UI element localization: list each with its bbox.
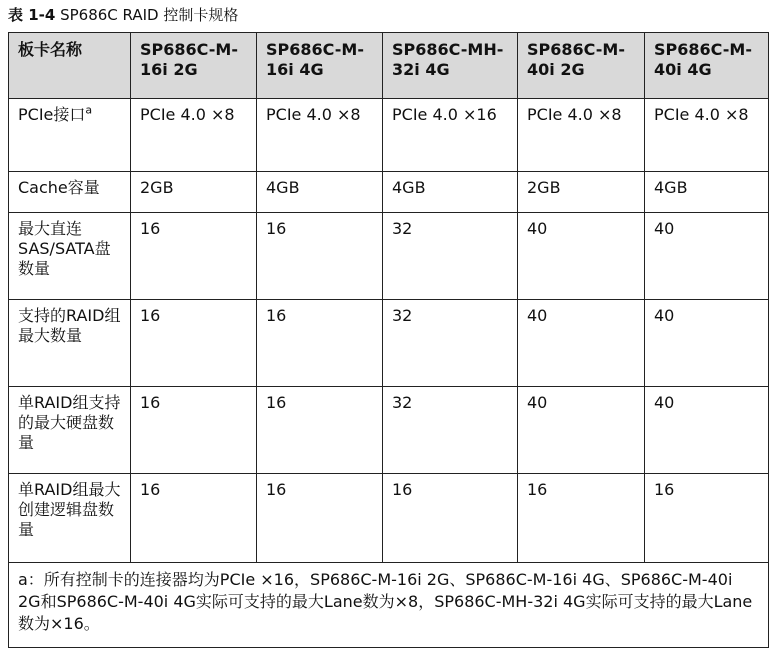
header-cell-m16i-2g: SP686C-M-16i 2G — [131, 33, 257, 99]
table-row-pcie-interface — [9, 99, 769, 172]
table-cell: PCIe 4.0 ×16 — [383, 99, 518, 172]
table-cell: 2GB — [518, 172, 645, 213]
header-cell-board-name: 板卡名称 — [9, 33, 131, 99]
table-row-max-disks-per-raid — [9, 387, 769, 474]
table-cell: PCIe 4.0 ×8 — [518, 99, 645, 172]
row-label: 最大直连SAS/SATA盘数量 — [9, 213, 131, 300]
table-caption — [8, 4, 238, 26]
table-cell: 16 — [131, 474, 257, 563]
header-cell-m40i-4g: SP686C-M-40i 4G — [645, 33, 769, 99]
row-label: Cache容量 — [9, 172, 131, 213]
table-cell: 16 — [518, 474, 645, 563]
row-label: 单RAID组最大创建逻辑盘数量 — [9, 474, 131, 563]
table-cell: 16 — [257, 213, 383, 300]
table-cell: 2GB — [131, 172, 257, 213]
caption-label: 表 1-4 — [8, 6, 56, 24]
table-cell: PCIe 4.0 ×8 — [131, 99, 257, 172]
table-row-cache-capacity — [9, 172, 769, 213]
caption-title: SP686C RAID 控制卡规格 — [60, 6, 239, 24]
table-row-max-raid-groups — [9, 300, 769, 387]
row-label — [9, 99, 131, 172]
footnote-marker: a — [85, 103, 93, 117]
row-label: 支持的RAID组最大数量 — [9, 300, 131, 387]
table-row-max-direct-disks — [9, 213, 769, 300]
table-cell: 40 — [645, 213, 769, 300]
table-cell: 16 — [131, 213, 257, 300]
table-cell: 40 — [518, 213, 645, 300]
table-cell: 32 — [383, 213, 518, 300]
header-cell-m16i-4g: SP686C-M-16i 4G — [257, 33, 383, 99]
table-cell: 16 — [645, 474, 769, 563]
table-cell: 16 — [383, 474, 518, 563]
table-cell: 16 — [257, 300, 383, 387]
table-cell: 16 — [257, 387, 383, 474]
header-cell-m40i-2g: SP686C-M-40i 2G — [518, 33, 645, 99]
table-cell: 32 — [383, 300, 518, 387]
table-cell: PCIe 4.0 ×8 — [257, 99, 383, 172]
table-row-footnote — [9, 563, 769, 648]
table-cell: PCIe 4.0 ×8 — [645, 99, 769, 172]
table-cell: 40 — [645, 387, 769, 474]
table-cell: 40 — [518, 387, 645, 474]
table-cell: 4GB — [257, 172, 383, 213]
table-cell: 16 — [131, 387, 257, 474]
table-row-max-logical-disks — [9, 474, 769, 563]
header-cell-mh32i-4g: SP686C-MH-32i 4G — [383, 33, 518, 99]
table-cell: 16 — [257, 474, 383, 563]
table-cell: 32 — [383, 387, 518, 474]
table-cell: 40 — [518, 300, 645, 387]
table-cell: 40 — [645, 300, 769, 387]
raid-spec-table — [8, 32, 769, 648]
table-cell: 4GB — [645, 172, 769, 213]
row-label: 单RAID组支持的最大硬盘数量 — [9, 387, 131, 474]
table-cell: 16 — [131, 300, 257, 387]
table-footnote: a：所有控制卡的连接器均为PCIe ×16，SP686C-M-16i 2G、SP686C-M-16i 4G、SP686C-M-40i 2G和SP686C-M-40i 4G实际可支持的最大Lane数为×8，SP686C-MH-32i 4G实际可支持的最大Lane数为×16。 — [9, 563, 769, 648]
table-cell: 4GB — [383, 172, 518, 213]
header-row — [9, 33, 769, 99]
row-label-text: PCIe接口 — [18, 105, 86, 124]
